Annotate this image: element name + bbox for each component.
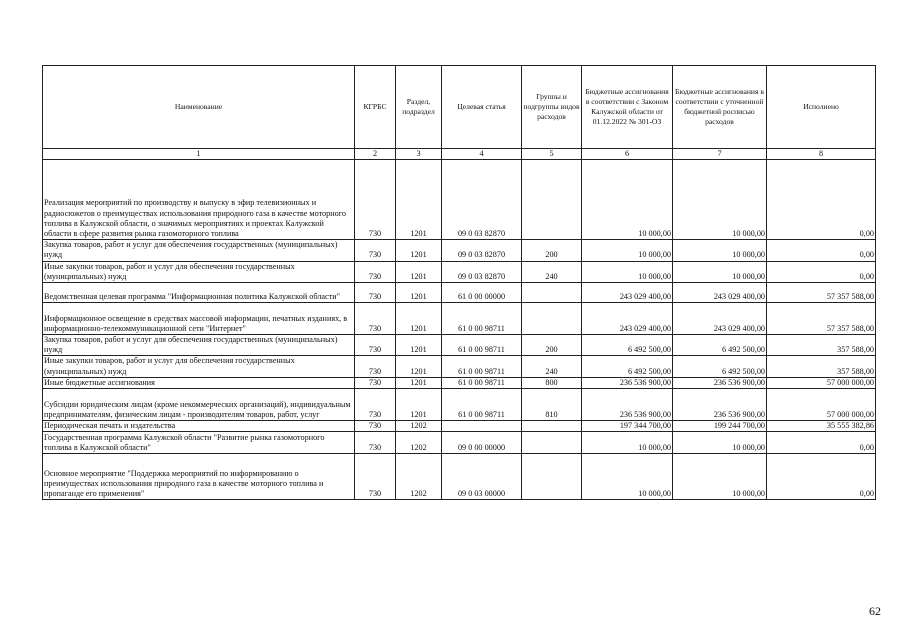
row-refined-allocation: 199 244 700,00 — [673, 421, 767, 432]
row-refined-allocation: 6 492 500,00 — [673, 335, 767, 356]
row-refined-allocation: 10 000,00 — [673, 240, 767, 261]
row-refined-allocation: 10 000,00 — [673, 160, 767, 240]
row-law-allocation: 6 492 500,00 — [582, 335, 673, 356]
row-target-article: 09 0 03 82870 — [442, 240, 522, 261]
row-executed: 357 588,00 — [767, 335, 876, 356]
header-target-article: Целевая статья — [442, 66, 522, 149]
row-kgrbs: 730 — [355, 389, 396, 421]
row-refined-allocation: 10 000,00 — [673, 454, 767, 500]
row-name: Субсидии юридическим лицам (кроме некоммерческих организаций), индивидуальным предпринимателям, физическим лицам - производителям товаров, работ, услуг — [43, 389, 355, 421]
row-executed: 57 357 588,00 — [767, 303, 876, 335]
row-refined-allocation: 243 029 400,00 — [673, 303, 767, 335]
table-row — [43, 240, 876, 261]
column-number: 8 — [767, 149, 876, 160]
row-section: 1202 — [396, 432, 442, 454]
row-kgrbs: 730 — [355, 303, 396, 335]
row-refined-allocation: 243 029 400,00 — [673, 283, 767, 303]
row-refined-allocation: 236 536 900,00 — [673, 389, 767, 421]
row-section: 1201 — [396, 303, 442, 335]
row-kgrbs: 730 — [355, 356, 396, 377]
header-name: Наименование — [43, 66, 355, 149]
row-section: 1202 — [396, 454, 442, 500]
row-expense-group: 200 — [522, 335, 582, 356]
table-row — [43, 389, 876, 421]
column-number: 5 — [522, 149, 582, 160]
row-target-article: 61 0 00 98711 — [442, 303, 522, 335]
row-expense-group: 810 — [522, 389, 582, 421]
row-target-article — [442, 421, 522, 432]
header-refined-allocations: Бюджетные ассигнования в соответствии с уточненной бюджетной росписью расходов — [673, 66, 767, 149]
row-name: Иные закупки товаров, работ и услуг для обеспечения государственных (муниципальных) нужд — [43, 356, 355, 377]
row-kgrbs: 730 — [355, 283, 396, 303]
row-expense-group: 240 — [522, 261, 582, 282]
row-executed: 0,00 — [767, 160, 876, 240]
row-section: 1201 — [396, 377, 442, 388]
row-name: Информационное освещение в средствах массовой информации, печатных изданиях, в информационно-телекоммуникационной сети "Интернет" — [43, 303, 355, 335]
header-executed: Исполнено — [767, 66, 876, 149]
row-expense-group — [522, 283, 582, 303]
table-row — [43, 303, 876, 335]
row-kgrbs: 730 — [355, 261, 396, 282]
row-name: Периодическая печать и издательства — [43, 421, 355, 432]
row-refined-allocation: 10 000,00 — [673, 261, 767, 282]
row-expense-group — [522, 303, 582, 335]
row-expense-group: 800 — [522, 377, 582, 388]
row-target-article: 61 0 00 98711 — [442, 335, 522, 356]
row-law-allocation: 10 000,00 — [582, 432, 673, 454]
row-executed: 57 357 588,00 — [767, 283, 876, 303]
row-law-allocation: 236 536 900,00 — [582, 389, 673, 421]
row-target-article: 09 0 00 00000 — [442, 432, 522, 454]
row-expense-group — [522, 454, 582, 500]
row-target-article: 09 0 03 82870 — [442, 261, 522, 282]
row-target-article: 61 0 00 98711 — [442, 356, 522, 377]
header-law-allocations: Бюджетные ассигнования в соответствии с Законом Калужской области от 01.12.2022 № 301-ОЗ — [582, 66, 673, 149]
row-executed: 0,00 — [767, 261, 876, 282]
table-body — [43, 160, 876, 500]
page-number: 62 — [869, 604, 881, 618]
row-law-allocation: 10 000,00 — [582, 454, 673, 500]
table-header-row — [43, 66, 876, 149]
row-section: 1201 — [396, 240, 442, 261]
row-executed: 0,00 — [767, 454, 876, 500]
row-refined-allocation: 10 000,00 — [673, 432, 767, 454]
row-target-article: 61 0 00 98711 — [442, 377, 522, 388]
table-row — [43, 356, 876, 377]
table-row — [43, 283, 876, 303]
table-row — [43, 160, 876, 240]
row-section: 1201 — [396, 389, 442, 421]
budget-table — [42, 65, 876, 500]
row-target-article: 09 0 03 82870 — [442, 160, 522, 240]
table-row — [43, 377, 876, 388]
row-executed: 35 555 382,86 — [767, 421, 876, 432]
column-number: 1 — [43, 149, 355, 160]
row-target-article: 61 0 00 98711 — [442, 389, 522, 421]
column-numbers-row — [43, 149, 876, 160]
row-executed: 57 000 000,00 — [767, 377, 876, 388]
row-law-allocation: 243 029 400,00 — [582, 303, 673, 335]
table-row — [43, 454, 876, 500]
row-executed: 0,00 — [767, 240, 876, 261]
row-law-allocation: 10 000,00 — [582, 261, 673, 282]
row-law-allocation: 6 492 500,00 — [582, 356, 673, 377]
row-kgrbs: 730 — [355, 432, 396, 454]
row-name: Основное мероприятие "Поддержка мероприятий по информированию о преимуществах использования природного газа в качестве моторного топлива и пропаганде его применения" — [43, 454, 355, 500]
row-executed: 0,00 — [767, 432, 876, 454]
row-kgrbs: 730 — [355, 240, 396, 261]
row-kgrbs: 730 — [355, 160, 396, 240]
column-number: 6 — [582, 149, 673, 160]
row-name: Закупка товаров, работ и услуг для обеспечения государственных (муниципальных) нужд — [43, 335, 355, 356]
row-law-allocation: 197 344 700,00 — [582, 421, 673, 432]
row-target-article: 61 0 00 00000 — [442, 283, 522, 303]
column-number: 2 — [355, 149, 396, 160]
row-kgrbs: 730 — [355, 454, 396, 500]
row-refined-allocation: 6 492 500,00 — [673, 356, 767, 377]
row-name: Государственная программа Калужской области "Развитие рынка газомоторного топлива в Калужской области" — [43, 432, 355, 454]
table-row — [43, 261, 876, 282]
column-number: 3 — [396, 149, 442, 160]
header-expense-group: Группы и подгруппы видов расходов — [522, 66, 582, 149]
row-expense-group: 240 — [522, 356, 582, 377]
row-executed: 357 588,00 — [767, 356, 876, 377]
table-row — [43, 335, 876, 356]
row-expense-group: 200 — [522, 240, 582, 261]
row-law-allocation: 243 029 400,00 — [582, 283, 673, 303]
column-number: 7 — [673, 149, 767, 160]
row-name: Иные закупки товаров, работ и услуг для обеспечения государственных (муниципальных) нужд — [43, 261, 355, 282]
row-section: 1201 — [396, 335, 442, 356]
row-name: Реализация мероприятий по производству и выпуску в эфир телевизионных и радиосюжетов о преимуществах использования природного газа в качестве моторного топлива в Калужской области, о значимых мероприятиях и проектах Калужской области в сфере развития рынка газомоторного топлива — [43, 160, 355, 240]
row-kgrbs: 730 — [355, 377, 396, 388]
row-law-allocation: 10 000,00 — [582, 240, 673, 261]
row-section: 1201 — [396, 356, 442, 377]
row-refined-allocation: 236 536 900,00 — [673, 377, 767, 388]
row-section: 1201 — [396, 160, 442, 240]
table-row — [43, 432, 876, 454]
row-kgrbs: 730 — [355, 335, 396, 356]
row-section: 1201 — [396, 261, 442, 282]
row-expense-group — [522, 160, 582, 240]
column-number: 4 — [442, 149, 522, 160]
row-expense-group — [522, 421, 582, 432]
table-row — [43, 421, 876, 432]
header-section: Раздел, подраздел — [396, 66, 442, 149]
row-law-allocation: 10 000,00 — [582, 160, 673, 240]
row-name: Иные бюджетные ассигнования — [43, 377, 355, 388]
row-law-allocation: 236 536 900,00 — [582, 377, 673, 388]
row-section: 1201 — [396, 283, 442, 303]
row-name: Ведомственная целевая программа "Информационная политика Калужской области" — [43, 283, 355, 303]
row-expense-group — [522, 432, 582, 454]
header-kgrbs: КГРБС — [355, 66, 396, 149]
row-name: Закупка товаров, работ и услуг для обеспечения государственных (муниципальных) нужд — [43, 240, 355, 261]
row-target-article: 09 0 03 00000 — [442, 454, 522, 500]
row-section: 1202 — [396, 421, 442, 432]
row-executed: 57 000 000,00 — [767, 389, 876, 421]
row-kgrbs: 730 — [355, 421, 396, 432]
